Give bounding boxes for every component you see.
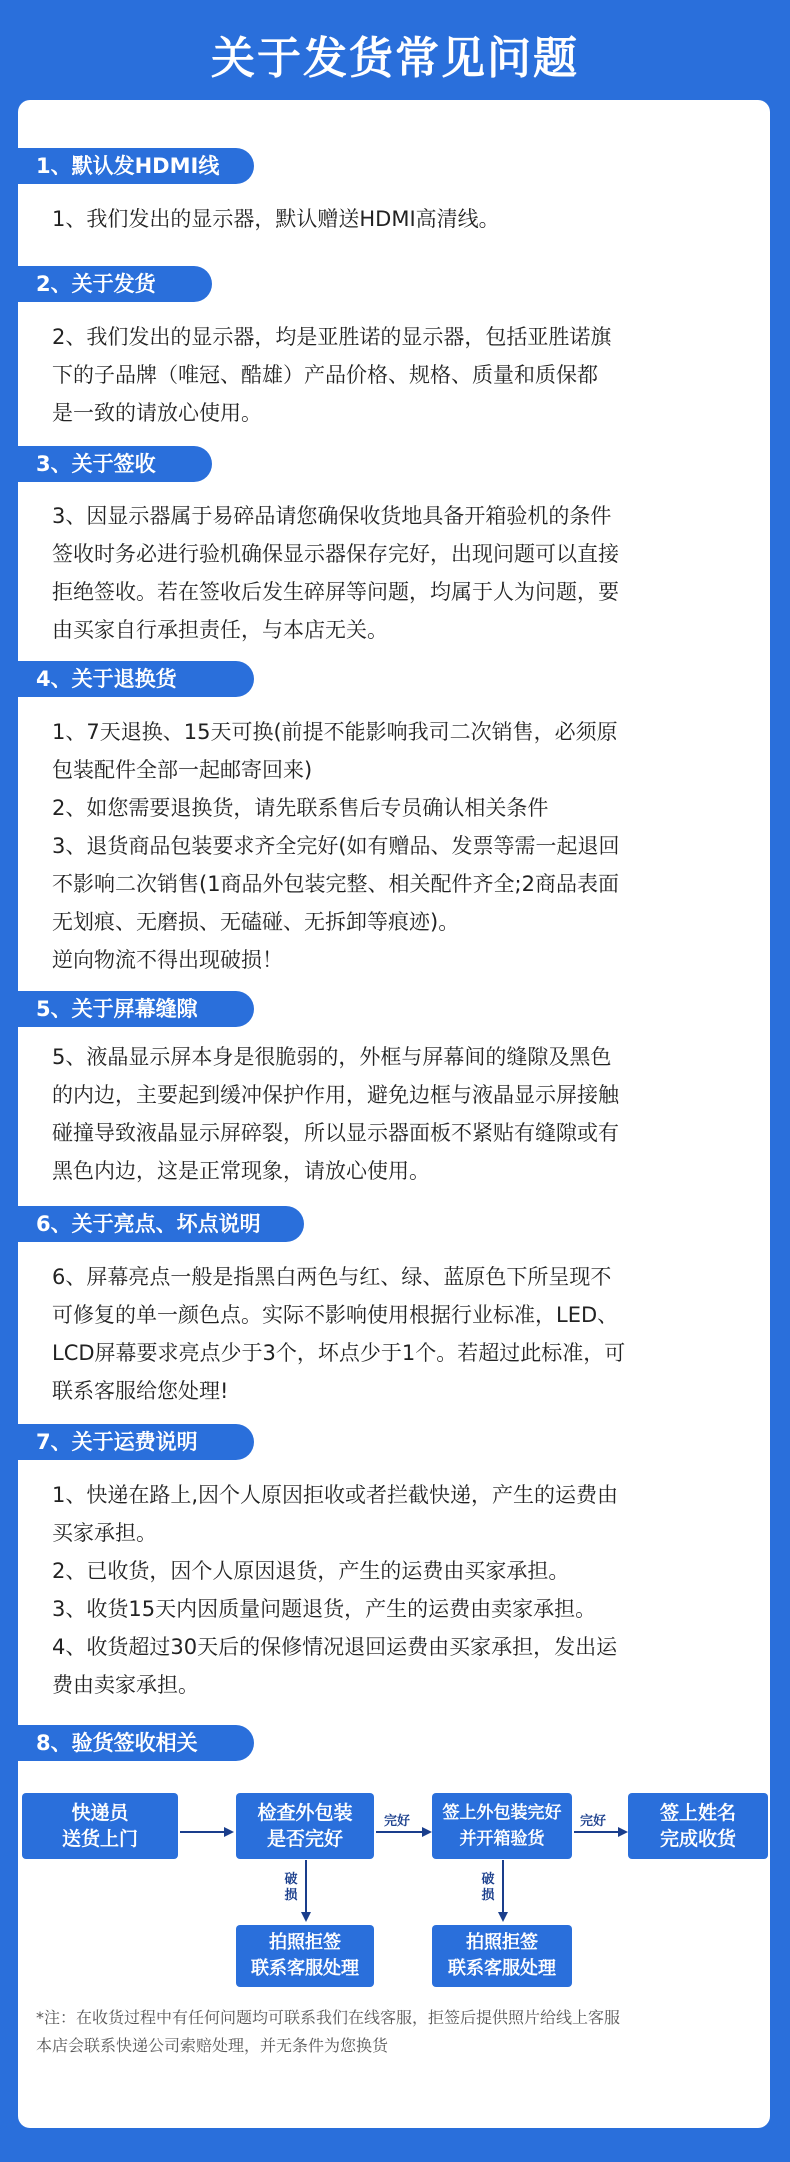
text-line: 费由卖家承担。: [52, 1673, 199, 1697]
text-line: 1、快递在路上,因个人原因拒收或者拦截快递，产生的运费由: [52, 1483, 619, 1507]
flow-step-courier-delivery: [22, 1793, 178, 1859]
text-line: 无划痕、无磨损、无磕碰、无拆卸等痕迹)。: [52, 910, 460, 934]
flow-step-line: 快递员: [71, 1802, 129, 1824]
flow-step-line: 签上外包装完好: [442, 1803, 562, 1823]
flow-step-line: 拍照拒签: [466, 1932, 538, 1953]
label-char: 损: [284, 1888, 298, 1903]
section-header-hdmi: 1、默认发HDMI线: [18, 148, 254, 184]
flow-step-photo-reject-2: [432, 1925, 572, 1987]
text-line: 逆向物流不得出现破损！: [52, 948, 283, 972]
section-body-returns: [52, 713, 712, 979]
label-char: 损: [481, 1888, 495, 1903]
flow-step-line: 联系客服处理: [448, 1958, 556, 1979]
footnote-line: *注：在收货过程中有任何问题均可联系我们在线客服，拒签后提供照片给线上客服: [36, 2008, 621, 2027]
section-header-returns: 4、关于退换货: [18, 661, 254, 697]
section-body-freight: [52, 1476, 712, 1704]
arrow-label-ok: 完好: [384, 1814, 411, 1829]
text-line: 2、如您需要退换货，请先联系售后专员确认相关条件: [52, 796, 549, 820]
section-header-screen-gap: 5、关于屏幕缝隙: [18, 991, 254, 1027]
flow-step-line: 联系客服处理: [251, 1958, 359, 1979]
section-header-pixels: 6、关于亮点、坏点说明: [18, 1206, 304, 1242]
flow-step-photo-reject-1: [236, 1925, 374, 1987]
text-line: 包装配件全部一起邮寄回来): [52, 758, 313, 782]
footnote: [36, 2004, 736, 2060]
text-line: 的内边，主要起到缓冲保护作用，避免边框与液晶显示屏接触: [52, 1083, 619, 1107]
text-line: 3、退货商品包装要求齐全完好(如有赠品、发票等需一起退回: [52, 834, 620, 858]
flow-step-line: 签上姓名: [659, 1802, 736, 1824]
text-line: 5、液晶显示屏本身是很脆弱的，外框与屏幕间的缝隙及黑色: [52, 1045, 612, 1069]
section-header-inspection: 8、验货签收相关: [18, 1725, 254, 1761]
flow-step-line: 拍照拒签: [269, 1932, 341, 1953]
section-header-freight: 7、关于运费说明: [18, 1424, 254, 1460]
text-line: 拒绝签收。若在签收后发生碎屏等问题，均属于人为问题，要: [52, 580, 619, 604]
flow-step-check-package: [236, 1793, 374, 1859]
arrow-label-broken: [284, 1872, 298, 1904]
text-line: 3、因显示器属于易碎品请您确保收货地具备开箱验机的条件: [52, 504, 612, 528]
text-line: 碰撞导致液晶显示屏碎裂，所以显示器面板不紧贴有缝隙或有: [52, 1121, 619, 1145]
section-body-hdmi: [52, 200, 712, 238]
flow-step-line: 完成收货: [659, 1828, 736, 1850]
flow-step-line: 检查外包装: [257, 1802, 353, 1824]
text-line: 下的子品牌（唯冠、酷雄）产品价格、规格、质量和质保都: [52, 363, 598, 387]
text-line: 不影响二次销售(1商品外包装完整、相关配件齐全;2商品表面: [52, 872, 619, 896]
text-line: 买家承担。: [52, 1521, 157, 1545]
text-line: 2、我们发出的显示器，均是亚胜诺的显示器，包括亚胜诺旗: [52, 325, 612, 349]
text-line: 黑色内边，这是正常现象，请放心使用。: [52, 1159, 430, 1183]
text-line: 联系客服给您处理!: [52, 1379, 229, 1403]
text-line: 1、我们发出的显示器，默认赠送HDMI高清线。: [52, 207, 500, 231]
flow-step-line: 送货上门: [61, 1828, 138, 1850]
text-line: 2、已收货，因个人原因退货，产生的运费由买家承担。: [52, 1559, 570, 1583]
flow-step-line: 是否完好: [266, 1828, 343, 1850]
text-line: 是一致的请放心使用。: [52, 401, 262, 425]
arrow-label-ok: 完好: [580, 1814, 607, 1829]
label-char: 破: [481, 1872, 495, 1887]
label-char: 破: [284, 1872, 298, 1887]
text-line: 4、收货超过30天后的保修情况退回运费由买家承担，发出运: [52, 1635, 618, 1659]
section-body-receipt: [52, 497, 712, 649]
section-body-screen-gap: [52, 1038, 712, 1190]
text-line: 3、收货15天内因质量问题退货，产生的运费由卖家承担。: [52, 1597, 597, 1621]
flow-step-sign-and-inspect: [432, 1793, 572, 1859]
text-line: 由买家自行承担责任，与本店无关。: [52, 618, 388, 642]
page-title: 关于发货常见问题: [211, 33, 579, 84]
flow-step-sign-name: [628, 1793, 768, 1859]
flow-step-line: 并开箱验货: [459, 1829, 545, 1849]
section-body-pixels: [52, 1258, 712, 1410]
section-header-shipping: 2、关于发货: [18, 266, 212, 302]
text-line: 签收时务必进行验机确保显示器保存完好，出现问题可以直接: [52, 542, 619, 566]
text-line: LCD屏幕要求亮点少于3个，坏点少于1个。若超过此标准，可: [52, 1341, 626, 1365]
text-line: 可修复的单一颜色点。实际不影响使用根据行业标准，LED、: [52, 1303, 619, 1327]
section-body-shipping: [52, 318, 712, 432]
footnote-line: 本店会联系快递公司索赔处理，并无条件为您换货: [36, 2036, 389, 2055]
arrow-label-broken: [481, 1872, 495, 1904]
text-line: 6、屏幕亮点一般是指黑白两色与红、绿、蓝原色下所呈现不: [52, 1265, 612, 1289]
text-line: 1、7天退换、15天可换(前提不能影响我司二次销售，必须原: [52, 720, 618, 744]
section-header-receipt: 3、关于签收: [18, 446, 212, 482]
